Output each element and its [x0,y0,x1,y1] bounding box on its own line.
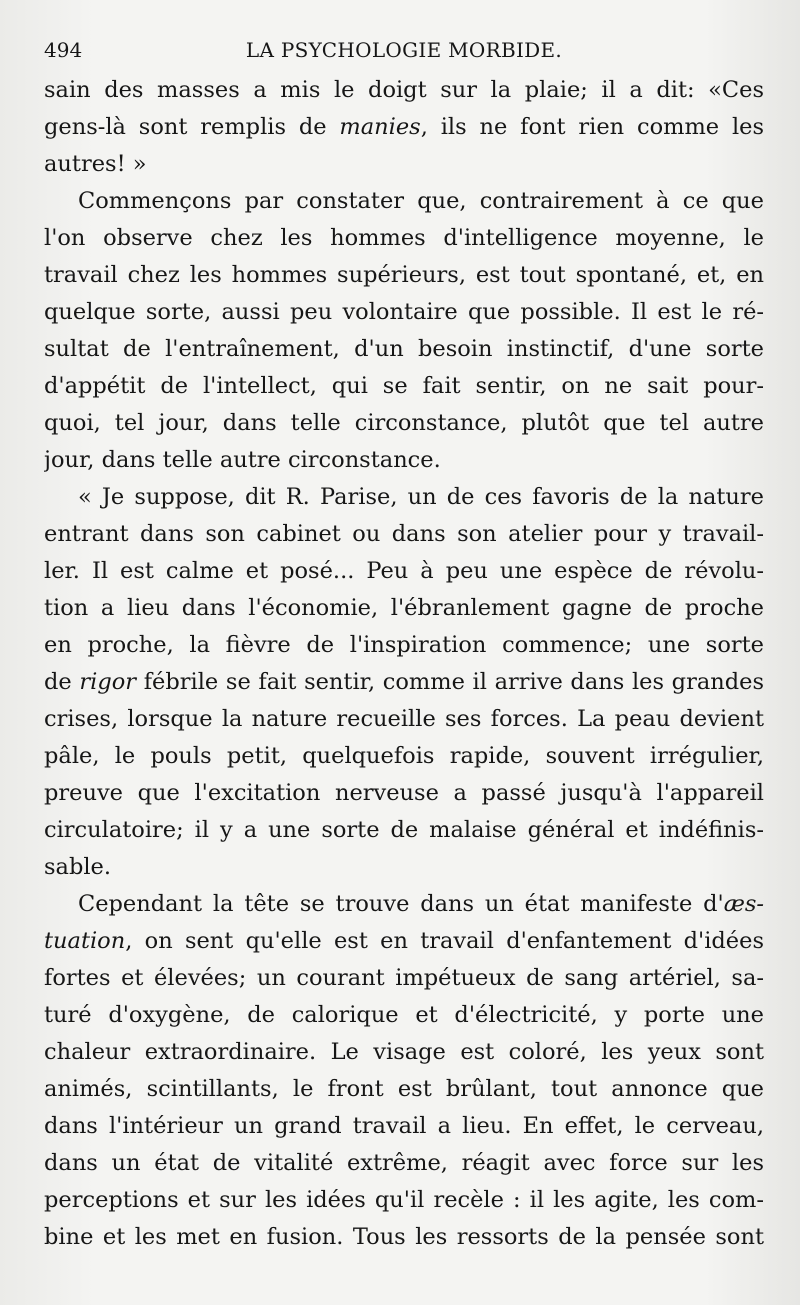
text-line: turé d'oxygène, de calorique et d'électricité, y porte une [44,1002,764,1028]
text-line: quelque sorte, aussi peu volontaire que possible. Il est le ré- [44,299,764,325]
text-line: quoi, tel jour, dans telle circonstance, plutôt que tel autre [44,410,764,436]
text-line: sultat de l'entraînement, d'un besoin instinctif, d'une sorte [44,336,764,362]
running-title: LA PSYCHOLOGIE MORBIDE. [245,38,563,62]
text-line: gens-là sont remplis de manies, ils ne font rien comme les [44,114,764,140]
text-line: animés, scintillants, le front est brûlant, tout annonce que [44,1076,764,1102]
text-line: tion a lieu dans l'économie, l'ébranlement gagne de proche [44,595,764,621]
text-line: fortes et élevées; un courant impétueux de sang artériel, sa- [44,965,764,991]
text-line: perceptions et sur les idées qu'il recèle : il les agite, les com- [44,1187,764,1213]
text-line: « Je suppose, dit R. Parise, un de ces favoris de la nature [78,484,764,510]
text-line: autres! » [44,151,147,177]
text-line: ler. Il est calme et posé... Peu à peu une espèce de révolu- [44,558,764,584]
page-number: 494 [44,38,83,62]
text-line: dans un état de vitalité extrême, réagit avec force sur les [44,1150,764,1176]
text-line: l'on observe chez les hommes d'intelligence moyenne, le [44,225,764,251]
text-line: sain des masses a mis le doigt sur la plaie; il a dit: «Ces [44,77,764,103]
text-line: travail chez les hommes supérieurs, est tout spontané, et, en [44,262,764,288]
text-line: crises, lorsque la nature recueille ses forces. La peau devient [44,706,764,732]
text-line: de rigor fébrile se fait sentir, comme il arrive dans les grandes [44,669,764,695]
page-header [44,38,764,72]
text-line: sable. [44,854,112,880]
text-line: pâle, le pouls petit, quelquefois rapide, souvent irrégulier, [44,743,764,769]
text-line: entrant dans son cabinet ou dans son atelier pour y travail- [44,521,764,547]
text-line: preuve que l'excitation nerveuse a passé jusqu'à l'appareil [44,780,764,806]
text-line: tuation, on sent qu'elle est en travail d'enfantement d'idées [44,928,764,954]
text-line: en proche, la fièvre de l'inspiration commence; une sorte [44,632,764,658]
body-text [44,72,764,1256]
text-line: Cependant la tête se trouve dans un état manifeste d'æs- [78,891,764,917]
text-line: Commençons par constater que, contrairement à ce que [78,188,764,214]
text-line: jour, dans telle autre circonstance. [44,447,441,473]
text-line: d'appétit de l'intellect, qui se fait sentir, on ne sait pour- [44,373,764,399]
text-line: dans l'intérieur un grand travail a lieu. En effet, le cerveau, [44,1113,764,1139]
text-line: bine et les met en fusion. Tous les ressorts de la pensée sont [44,1224,764,1250]
text-line: circulatoire; il y a une sorte de malaise général et indéfinis- [44,817,764,843]
text-line: chaleur extraordinaire. Le visage est coloré, les yeux sont [44,1039,764,1065]
